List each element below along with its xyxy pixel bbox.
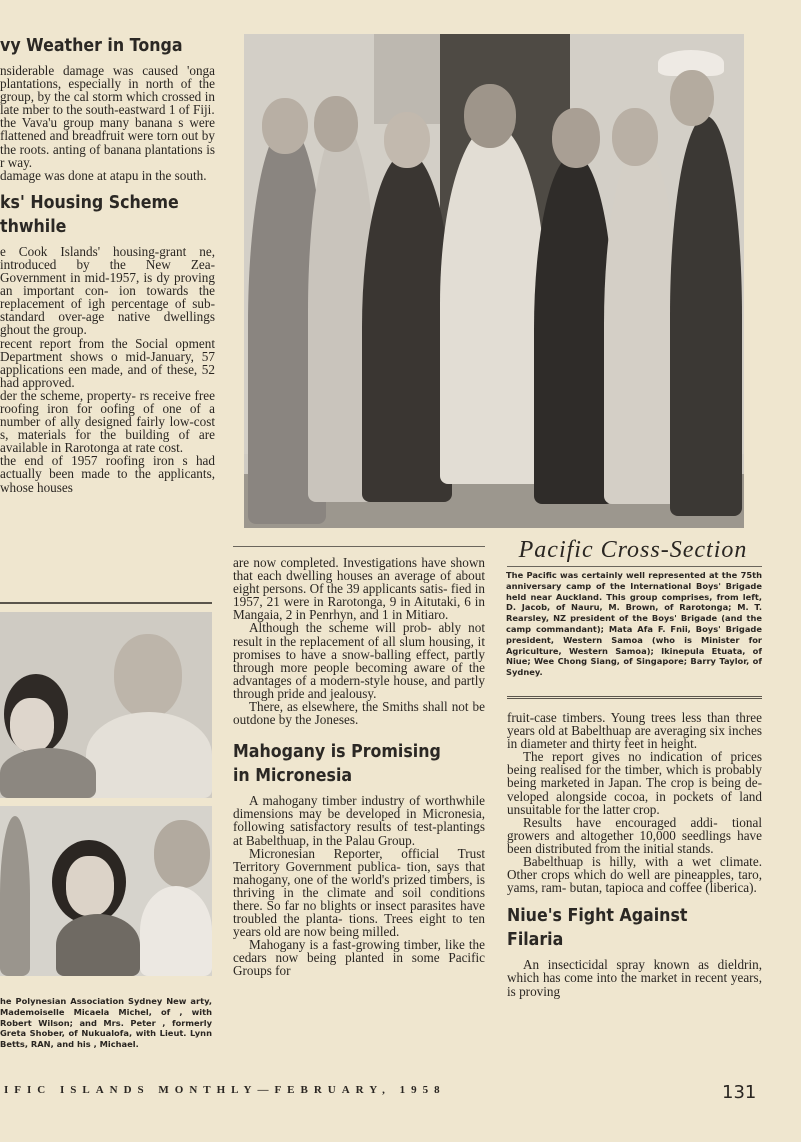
tonga-article [0, 64, 215, 182]
left-divider [0, 602, 212, 604]
niue-heading-line1: Niue's Fight Against [507, 905, 688, 927]
group-photo-bottom [0, 806, 212, 976]
person-5-head [552, 108, 600, 168]
tonga-paragraph: damage was done at atapu in the south. [0, 167, 207, 183]
man-body-right [140, 886, 212, 976]
housing-continued-paragraph: are now completed. Investigations have shown that each dwelling houses an average of about eight persons. Of the 39 applicants satis- fied in 1957, 21 were in Rarotonga, 9 in Aitutaki, 6 in Mangaia, 2 in Penrhyn, and 1 in Mitiaro. [233, 555, 485, 623]
mahogany-paragraph: Micronesian Reporter, official Trust Territory Government publica- tion, says that mahogany, one of the world's prized timbers, is thriving in the climate and soil conditions there. So far no blights or insect parasites have troubled the planta- tions. Trees eight to ten years old are now being milled. [233, 845, 485, 940]
man-shirt [86, 712, 212, 798]
woman-shoulders [0, 748, 96, 798]
right-column [507, 711, 762, 998]
person-5 [534, 154, 614, 504]
mahogany-paragraph: A mahogany timber industry of worthwhile dimensions may be developed in Micronesia, following satisfactory results of test-plantings at Babelthuap, in the Palau Group. [233, 793, 485, 848]
left-column [0, 34, 215, 494]
person-6 [604, 144, 678, 504]
tonga-heading: vy Weather in Tonga [0, 35, 183, 56]
man-head-right [154, 820, 210, 888]
person-3 [362, 152, 452, 502]
person-1-head [262, 98, 308, 154]
mahogany-continued-article [507, 711, 762, 894]
title-underline [507, 566, 762, 567]
housing-paragraph: the end of 1957 roofing iron s had actually been made to the applicants, whose houses [0, 453, 215, 495]
mahogany-continued-paragraph: The report gives no indication of prices being realised for the timber, which is probably being marketed in Japan. The crop is being de- veloped alongside cocoa, in pockets of land unsuitable for the latter crop. [507, 749, 762, 817]
tonga-paragraph: the Vava'u group many banana s were flattened and breadfruit were torn out by the roots. anting of banana plantations is r way. [0, 115, 215, 170]
housing-continued-paragraph: Although the scheme will prob- ably not result in the replacement of all slum housing, it promises to have a snow-balling effect, partly through more people becoming aware of the advantages of a modern-style house, and partly through pride and jealousy. [233, 620, 485, 701]
person-7 [670, 116, 742, 516]
left-photo-caption: he Polynesian Association Sydney New arty, Mademoiselle Micaela Michel, of , with Robert Wilson; and Mrs. Peter , formerly Greta Shober, of Nukualofa, with Lieut. Lynn Betts, RAN, and his , Michael. [0, 996, 212, 1050]
running-footer: IFIC ISLANDS MONTHLY—FEBRUARY, 1958 [4, 1084, 446, 1096]
main-photo-caption: The Pacific was certainly well represented at the 75th anniversary camp of the International Boys' Brigade held near Auckland. This group comprises, from left, D. Jacob, of Nauru, M. Brown, of Rarotonga; M. T. Rearsley, NZ president of the Boys' Brigade (and the camp commandant); Mata Afa F. Fnii, Boys' Brigade president, Western Samoa (who is Minister for Agriculture, Western Samoa); Ikinepula Etuata, of Niue; Wee Chong Siang, of Singapore; Barry Taylor, of Sydney. [506, 570, 762, 678]
left-caption-block [0, 996, 212, 1050]
right-caption-block [506, 570, 762, 678]
middle-column [233, 556, 485, 978]
housing-heading-line1: ks' Housing Scheme [0, 191, 179, 213]
caption-bottom-rule [507, 696, 762, 699]
woman-dress [56, 914, 140, 976]
housing-paragraph: der the scheme, property- rs receive free roofing iron for oofing of one of a number of ally designed fairly low-cost s, materials for the building of are available in Rarotonga at rate cost. [0, 387, 215, 456]
mahogany-continued-paragraph: fruit-case timbers. Young trees less than three years old at Babelthuap are averaging six inches in diameter and thirty feet in height. [507, 710, 762, 752]
left-man [0, 816, 30, 976]
niue-heading-line2: Filaria [507, 929, 564, 951]
mahogany-continued-paragraph: Results have encouraged addi- tional growers and altogether 10,000 seedlings have been distributed from the initial stands. [507, 814, 762, 856]
mahogany-article [233, 794, 485, 977]
mahogany-continued-paragraph: Babelthuap is hilly, with a wet climate. Other crops which do well are pineapples, taro, yams, ram- butan, tapioca and coffee (liberica). [507, 854, 762, 896]
man-head [114, 634, 182, 718]
person-2-head [314, 96, 358, 152]
tonga-paragraph: nsiderable damage was caused 'onga plantations, especially in north of the group, by the cal storm which crossed in late mber to the south-eastward 1 of Fiji. [0, 63, 215, 118]
niue-article [507, 958, 762, 997]
niue-paragraph: An insecticidal spray known as dieldrin, which has come into the market in recent years, is proving [507, 957, 762, 999]
person-4 [440, 124, 546, 484]
woman-face [66, 856, 114, 916]
boys-brigade-photo [244, 34, 744, 528]
person-6-head [612, 108, 658, 166]
person-4-head [464, 84, 516, 148]
page-number: 131 [722, 1082, 757, 1103]
mahogany-heading-line2: in Micronesia [233, 765, 353, 787]
middle-top-rule [233, 546, 485, 547]
person-3-head [384, 112, 430, 168]
woman-face [10, 698, 54, 752]
person-7-head [670, 70, 714, 126]
mahogany-paragraph: Mahogany is a fast-growing timber, like the cedars now being planted in some Pacific Groups for [233, 937, 485, 979]
housing-heading-line2: thwhile [0, 215, 67, 237]
housing-article [0, 245, 215, 494]
mahogany-heading-line1: Mahogany is Promising [233, 741, 441, 763]
housing-continued-article [233, 556, 485, 726]
couple-photo-top [0, 612, 212, 798]
right-column-header [504, 535, 762, 565]
housing-paragraph: e Cook Islands' housing-grant ne, introduced by the New Zea- Government in mid-1957, is dy proving an important con- ion towards the replacement of igh percentage of sub-standard over-age native dwellings ghout the group. [0, 243, 215, 338]
housing-paragraph: recent report from the Social opment Department shows o mid-January, 57 applications een made, and of these, 52 had approved. [0, 335, 215, 390]
section-title: Pacific Cross-Section [518, 537, 748, 563]
housing-continued-paragraph: There, as elsewhere, the Smiths shall not be outdone by the Joneses. [233, 699, 485, 728]
